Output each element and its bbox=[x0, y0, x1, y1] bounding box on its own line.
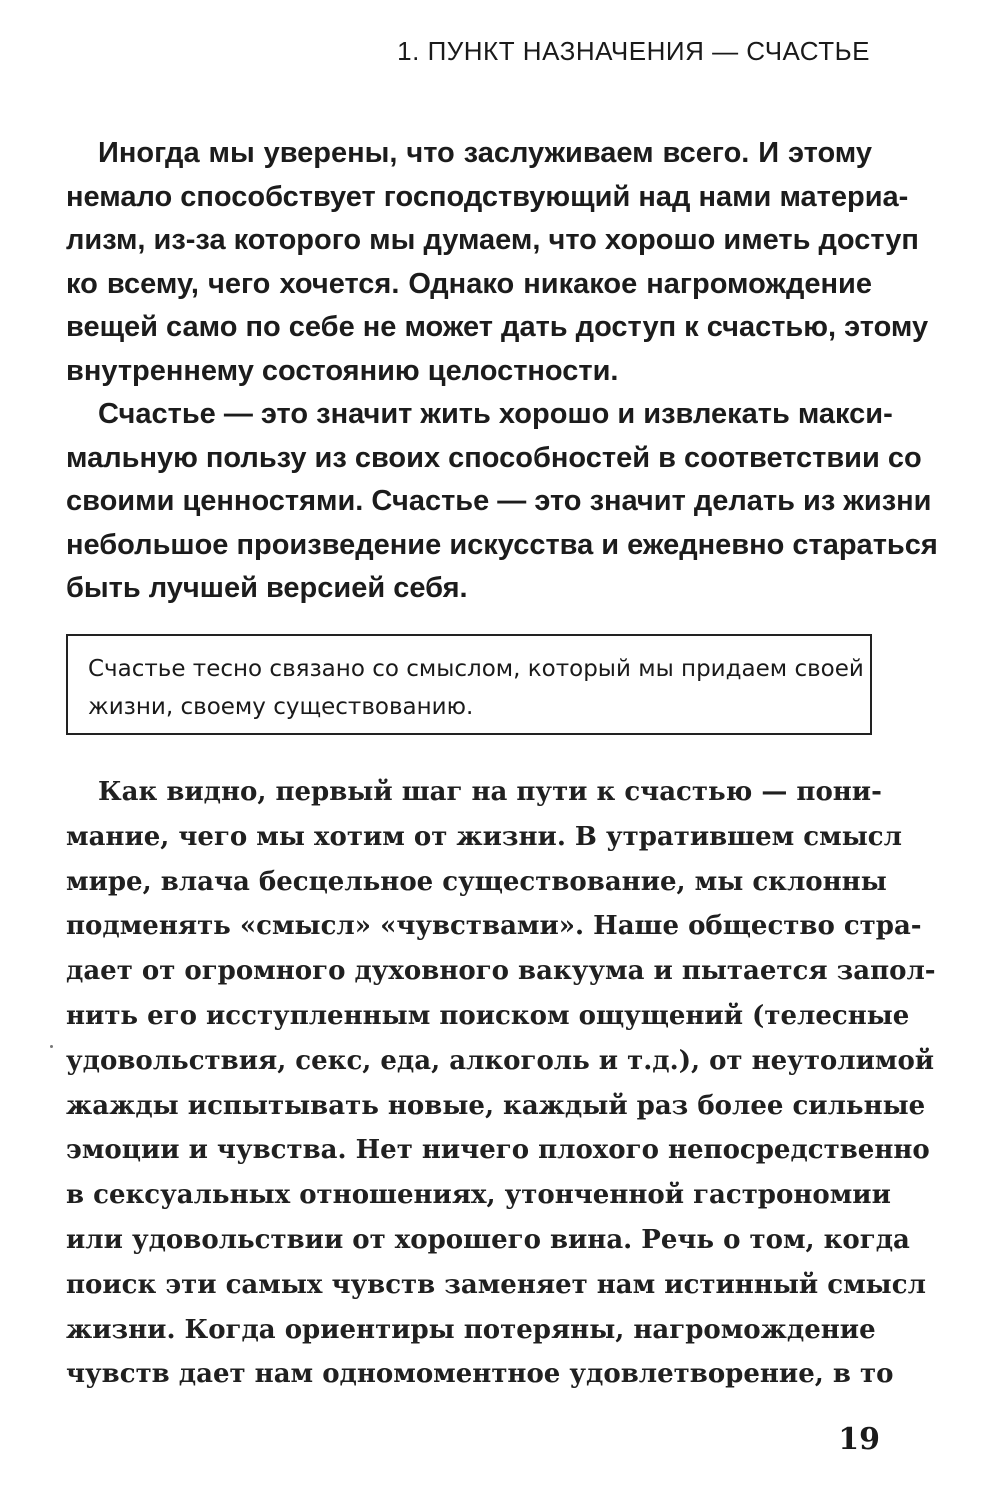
callout-line: жизни, своему существованию. bbox=[88, 694, 474, 720]
paragraph-3 bbox=[66, 770, 936, 1397]
page-number: 19 bbox=[838, 1422, 880, 1457]
text-line: немало способствует господствующий над нами материа- bbox=[66, 180, 909, 213]
text-line: мире, влача бесцельное существование, мы склонны bbox=[66, 866, 887, 897]
text-line: внутреннему состоянию целостности. bbox=[66, 354, 619, 387]
callout-box bbox=[66, 634, 872, 735]
text-line: подменять «смысл» «чувствами». Наше общество стра- bbox=[66, 911, 922, 942]
text-line: лизм, из-за которого мы думаем, что хорошо иметь доступ bbox=[66, 224, 919, 257]
text-line: чувств дает нам одномоментное удовлетворение, в то bbox=[66, 1359, 894, 1390]
text-line: Как видно, первый шаг на пути к счастью — пони- bbox=[98, 777, 882, 807]
text-line: жажды испытывать новые, каждый раз более сильные bbox=[66, 1090, 926, 1121]
text-line: ко всему, чего хочется. Однако никакое нагромождение bbox=[66, 267, 872, 300]
running-header: 1. ПУНКТ НАЗНАЧЕНИЯ — СЧАСТЬЕ bbox=[397, 36, 870, 66]
text-line: мальную пользу из своих способностей в соответствии со bbox=[66, 441, 922, 474]
text-line: удовольствия, секс, еда, алкоголь и т.д.), от неутолимой bbox=[66, 1045, 935, 1076]
text-line: быть лучшей версией себя. bbox=[66, 572, 468, 605]
text-line: небольшое произведение искусства и ежедневно стараться bbox=[66, 528, 938, 561]
paragraph-2 bbox=[66, 393, 938, 611]
text-line: Иногда мы уверены, что заслуживаем всего. И этому bbox=[98, 137, 872, 169]
text-line: эмоции и чувства. Нет ничего плохого непосредственно bbox=[66, 1135, 930, 1166]
text-line: или удовольствии от хорошего вина. Речь о том, когда bbox=[66, 1224, 910, 1255]
callout-line: Счастье тесно связано со смыслом, который мы придаем своей bbox=[88, 656, 864, 682]
text-line: своими ценностями. Счастье — это значит делать из жизни bbox=[66, 485, 932, 518]
text-line: дает от огромного духовного вакуума и пытается запол- bbox=[66, 956, 936, 987]
text-line: поиск эти самых чувств заменяет нам истинный смысл bbox=[66, 1269, 926, 1300]
text-line: нить его исступленным поиском ощущений (телесные bbox=[66, 1000, 910, 1031]
text-line: Счастье — это значит жить хорошо и извлекать макси- bbox=[98, 398, 893, 430]
text-line: жизни. Когда ориентиры потеряны, нагромождение bbox=[66, 1314, 876, 1345]
paragraph-1 bbox=[66, 132, 929, 394]
text-line: мание, чего мы хотим от жизни. В утратившем смысл bbox=[66, 821, 902, 852]
text-line: вещей само по себе не может дать доступ к счастью, этому bbox=[66, 311, 929, 344]
print-speck bbox=[50, 1045, 53, 1048]
text-line: в сексуальных отношениях, утонченной гастрономии bbox=[66, 1180, 891, 1211]
